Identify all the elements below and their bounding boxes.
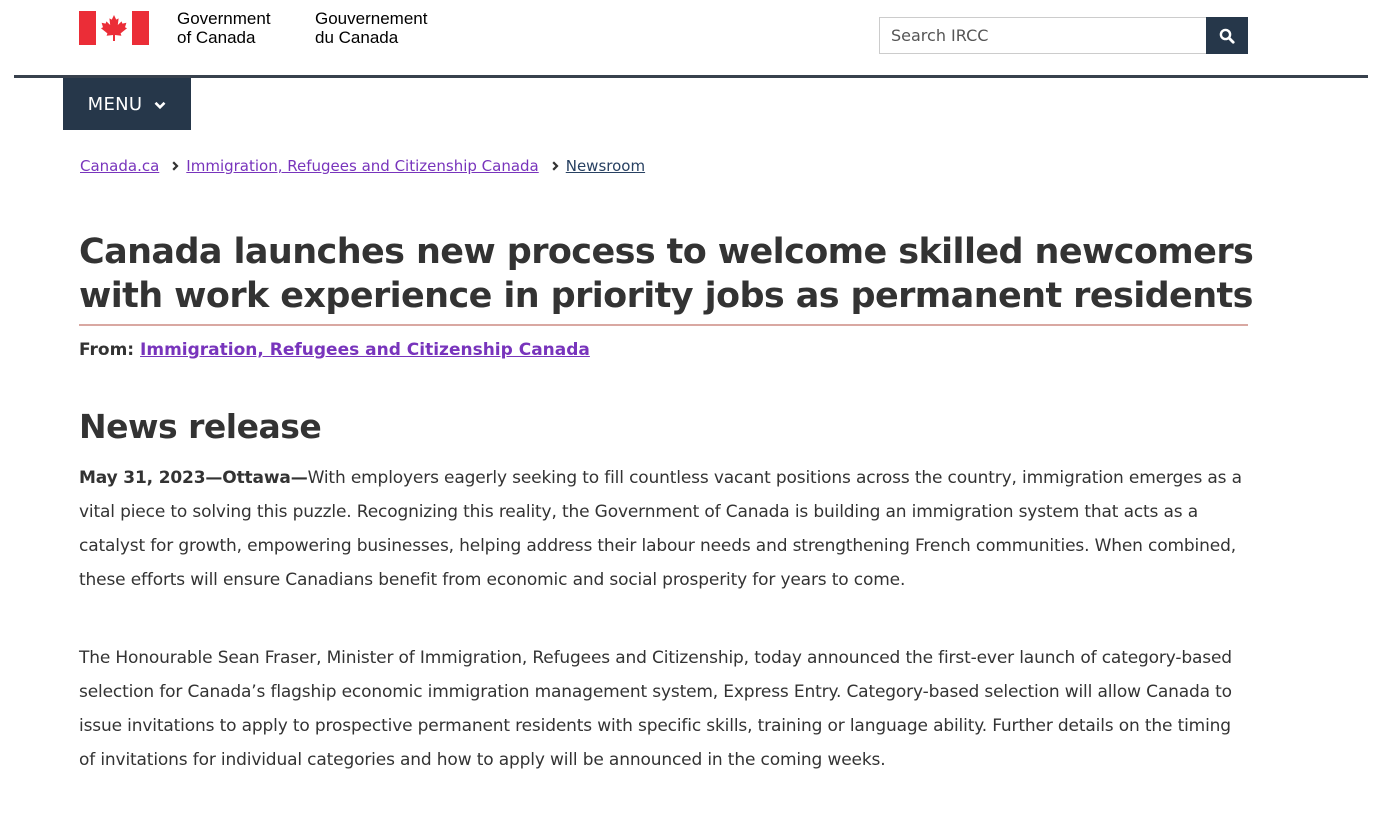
- page-title: Canada launches new process to welcome skilled newcomers with work experience in priority jobs as permanent residents: [79, 232, 1254, 316]
- canada-flag-icon[interactable]: [79, 11, 149, 45]
- search-input[interactable]: [879, 17, 1206, 54]
- menu-label: MENU: [87, 93, 143, 115]
- signature-fr-line2: du Canada: [315, 28, 399, 47]
- signature-english: [177, 9, 271, 47]
- signature-en-line1: Government: [177, 9, 271, 28]
- paragraph-1-text: With employers eagerly seeking to fill countless vacant positions across the country, immigration emerges as a vital piece to solving this puzzle. Recognizing this reality, the Government of Canada is building an immigration system that acts as a catalyst for growth, empowering businesses, helping address their labour needs and strengthening French communities. When combined, these efforts will ensure Canadians benefit from economic and social prosperity for years to come.: [79, 468, 1242, 590]
- dateline: May 31, 2023—Ottawa—: [79, 468, 308, 488]
- breadcrumb-ircc[interactable]: Immigration, Refugees and Citizenship Canada: [186, 157, 539, 175]
- menu-button[interactable]: [63, 78, 191, 130]
- breadcrumb: [80, 155, 645, 177]
- breadcrumb-canada-ca[interactable]: Canada.ca: [80, 157, 160, 175]
- from-department-link[interactable]: Immigration, Refugees and Citizenship Canada: [140, 340, 590, 360]
- from-line: [79, 340, 590, 360]
- article-paragraph-1: [79, 461, 1249, 597]
- signature-french: [315, 9, 427, 47]
- header-divider: [14, 75, 1368, 78]
- title-underline: [79, 324, 1248, 326]
- chevron-right-icon: [172, 161, 179, 171]
- from-label: From:: [79, 340, 135, 360]
- chevron-right-icon: [552, 161, 559, 171]
- signature-en-line2: of Canada: [177, 28, 256, 47]
- site-header: [0, 0, 1390, 76]
- signature-fr-line1: Gouvernement: [315, 9, 428, 28]
- breadcrumb-newsroom[interactable]: Newsroom: [565, 157, 646, 175]
- chevron-down-icon: [154, 101, 166, 110]
- section-heading: News release: [79, 407, 322, 446]
- search-icon: [1219, 28, 1235, 44]
- article-paragraph-2: The Honourable Sean Fraser, Minister of Immigration, Refugees and Citizenship, today announced the first-ever launch of category-based selection for Canada’s flagship economic immigration management system, Express Entry. Category-based selection will allow Canada to issue invitations to apply to prospective permanent residents with specific skills, training or language ability. Further details on the timing of invitations for individual categories and how to apply will be announced in the coming weeks.: [79, 648, 1232, 770]
- search-button[interactable]: [1206, 17, 1248, 54]
